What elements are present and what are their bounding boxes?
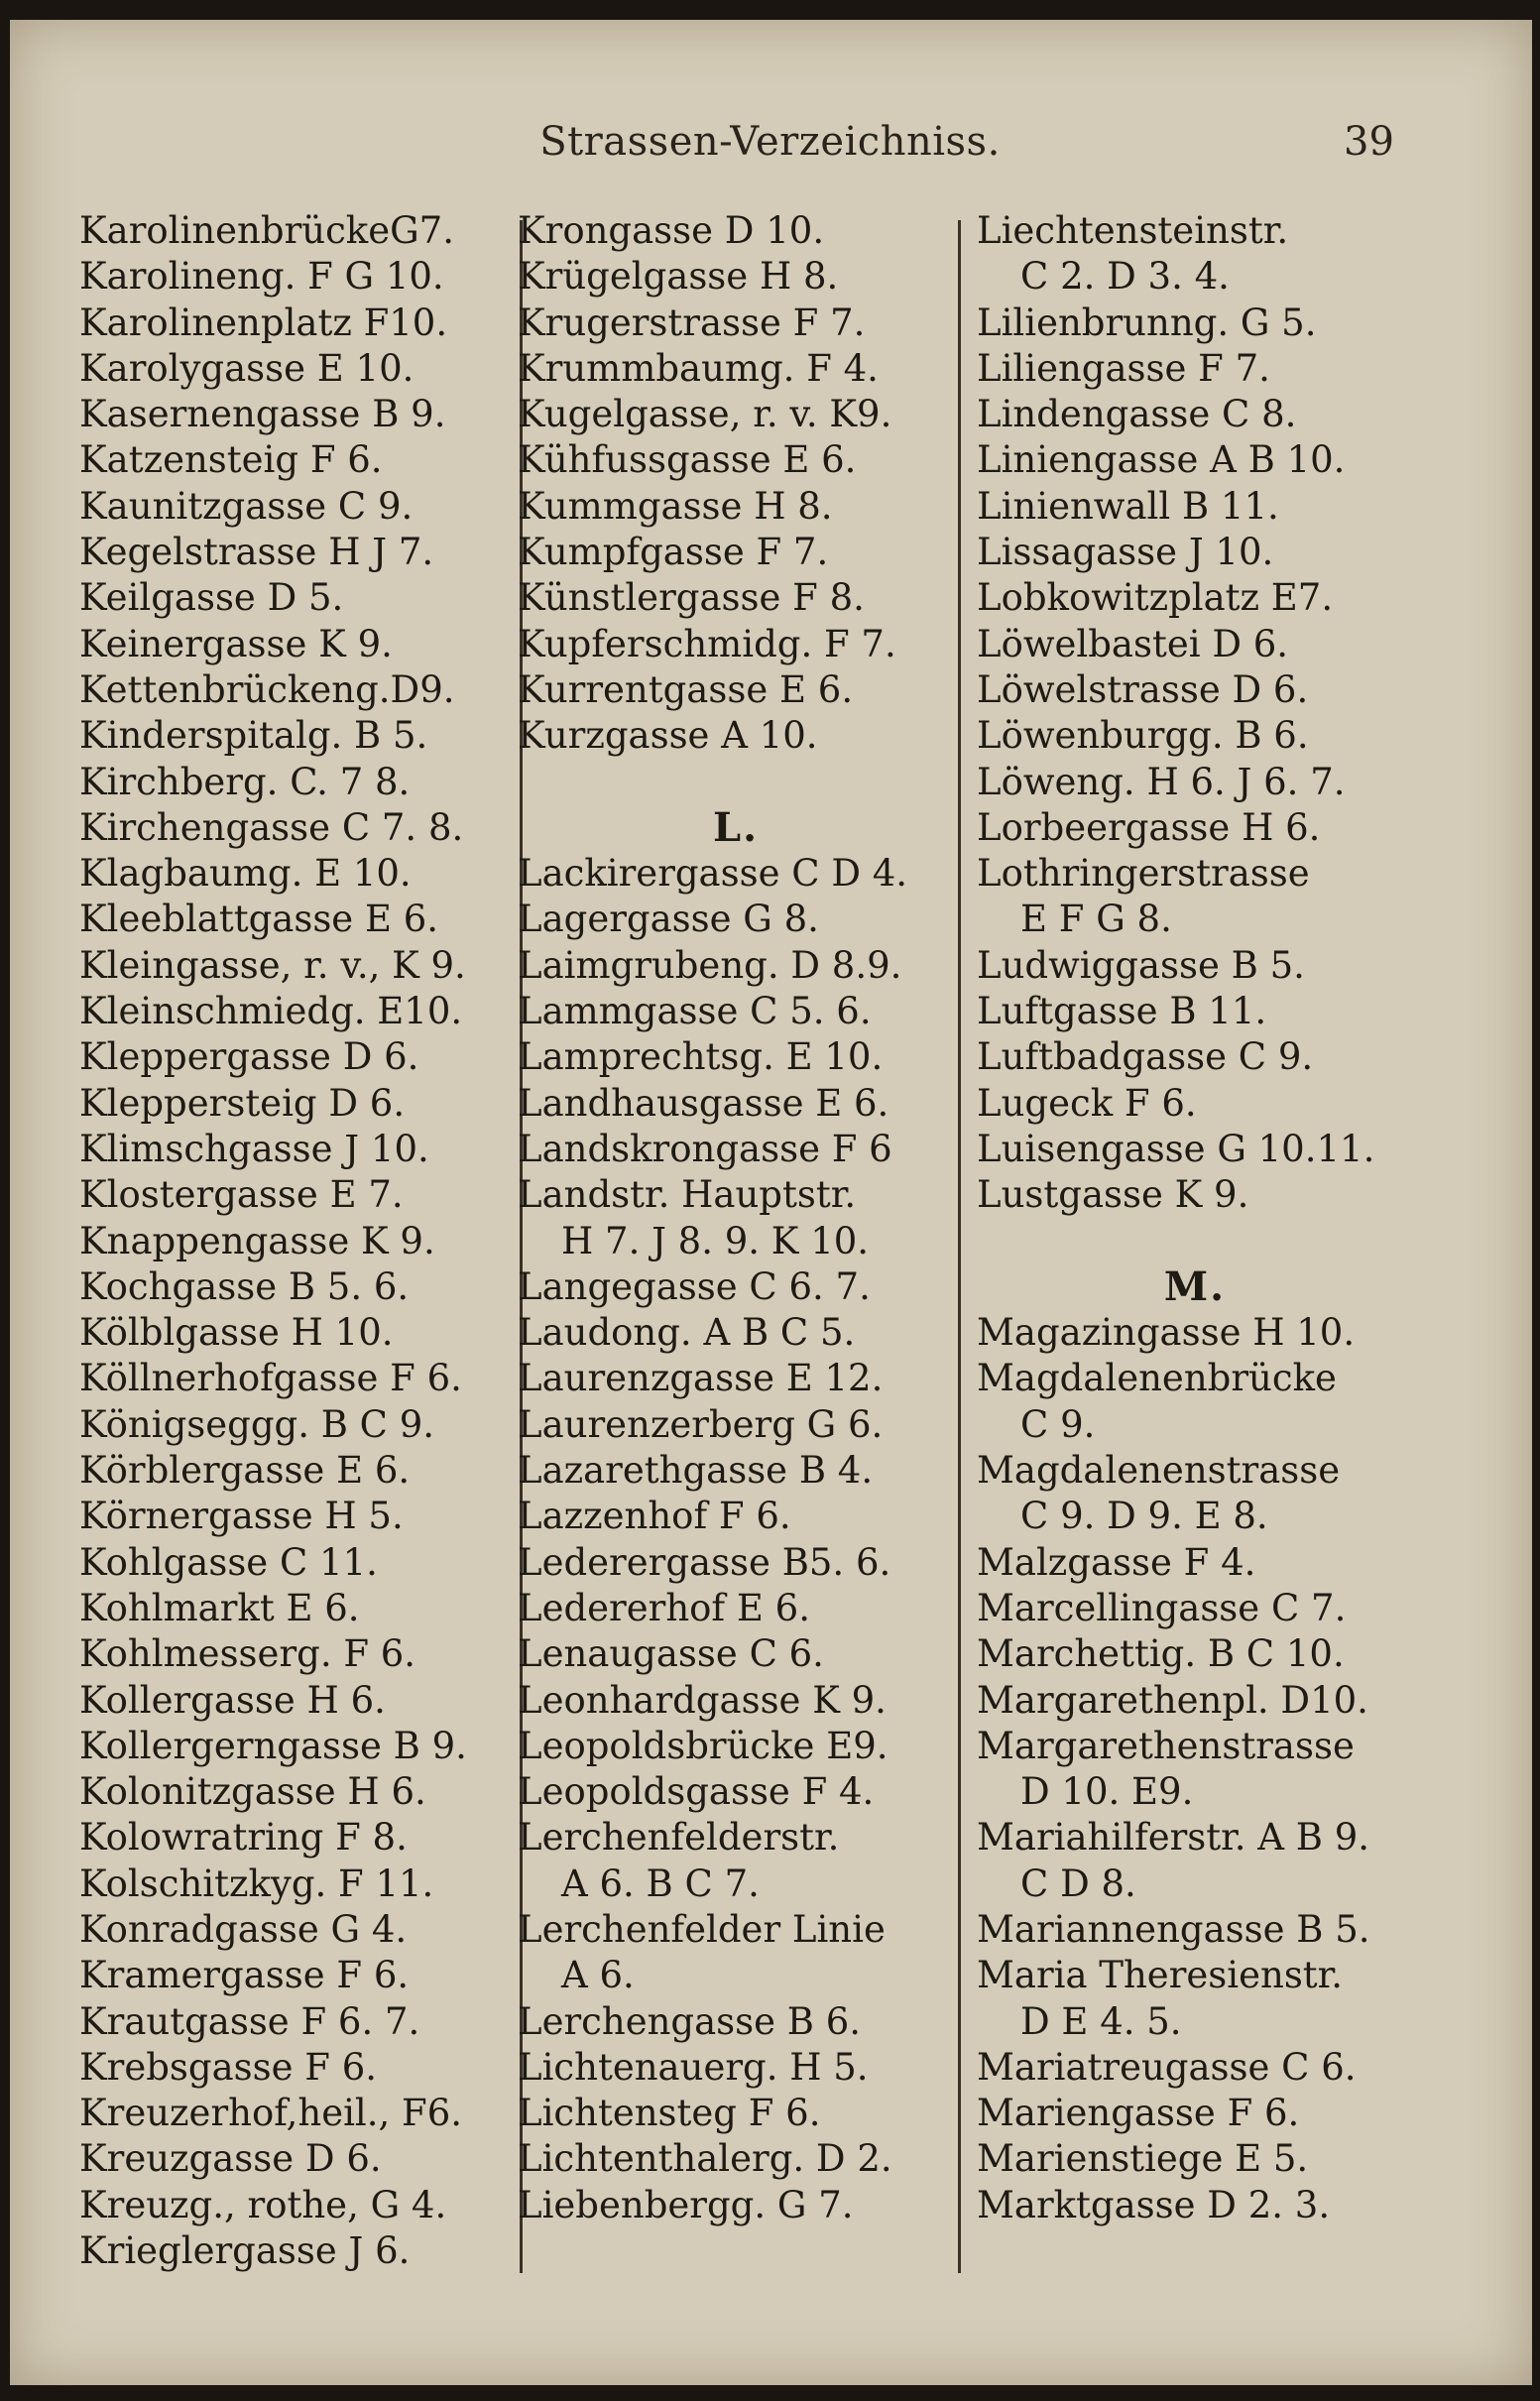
street-entry: Liebenbergg. G 7. <box>518 2183 854 2226</box>
street-entry: Kreuzerhof,heil., F6. <box>79 2092 463 2135</box>
street-column-3 <box>977 208 1413 2228</box>
street-entry: Lichtenauerg. H 5. <box>518 2045 869 2089</box>
street-entry: Keilgasse D 5. <box>79 576 344 620</box>
street-entry: Ledererhof E 6. <box>518 1586 810 1629</box>
street-entry: Leopoldsbrücke E9. <box>518 1724 888 1767</box>
street-entry: Landhausgasse E 6. <box>518 1081 889 1125</box>
street-entry-continuation: C 2. D 3. 4. <box>1020 255 1230 299</box>
street-entry: Kleeblattgasse E 6. <box>79 898 439 941</box>
street-entry: Mariengasse F 6. <box>977 2092 1300 2135</box>
street-entry: Löweng. H 6. J 6. 7. <box>977 760 1346 803</box>
street-entry: Lorbeergasse H 6. <box>977 805 1321 849</box>
section-letter: M. <box>1163 1262 1227 1310</box>
street-entry-continuation: H 7. J 8. 9. K 10. <box>561 1219 870 1262</box>
street-entry: Kleingasse, r. v., K 9. <box>79 943 466 987</box>
street-entry: Lichtenthalerg. D 2. <box>518 2137 892 2181</box>
column-divider <box>958 220 961 2273</box>
street-entry: Karolygasse E 10. <box>79 346 415 390</box>
street-entry: Kolonitzgasse H 6. <box>79 1770 426 1814</box>
street-entry: Marienstiege E 5. <box>977 2137 1309 2181</box>
street-entry: Krugerstrasse F 7. <box>518 300 866 344</box>
street-entry: Kaunitzgasse C 9. <box>79 484 414 528</box>
street-entry: Kleppergasse D 6. <box>79 1035 419 1079</box>
street-entry: Liniengasse A B 10. <box>977 438 1346 482</box>
street-entry: Lerchenfelder Linie <box>518 1907 886 1951</box>
street-entry: KarolinenbrückeG7. <box>79 209 454 252</box>
street-entry: Kettenbrückeng.D9. <box>79 667 455 711</box>
street-entry: Kühfussgasse E 6. <box>518 438 857 482</box>
street-entry: Mariannengasse B 5. <box>977 1907 1370 1951</box>
street-entry: Kollergerngasse B 9. <box>79 1724 467 1767</box>
street-entry: Maria Theresienstr. <box>977 1954 1344 1997</box>
street-entry: Kirchengasse C 7. 8. <box>79 805 464 849</box>
street-entry: Kinderspitalg. B 5. <box>79 714 428 758</box>
street-entry: Laurenzgasse E 12. <box>518 1357 884 1400</box>
street-entry: Königseggg. B C 9. <box>79 1402 435 1446</box>
spacer <box>977 1219 1413 1264</box>
street-entry: Margarethenpl. D10. <box>977 1678 1368 1722</box>
street-entry: Margarethenstrasse <box>977 1724 1355 1767</box>
street-entry-continuation: A 6. <box>561 1954 635 1997</box>
street-entry-continuation: C D 8. <box>1020 1861 1136 1905</box>
street-entry: Lissagasse J 10. <box>977 531 1274 574</box>
street-entry: Leopoldsgasse F 4. <box>518 1770 875 1814</box>
street-entry: Leonhardgasse K 9. <box>518 1678 887 1722</box>
street-entry: Karolinenplatz F10. <box>79 300 448 344</box>
street-entry: Klagbaumg. E 10. <box>79 852 412 896</box>
street-entry: Lederergasse B5. 6. <box>518 1540 891 1584</box>
street-column-2 <box>518 208 954 2228</box>
street-entry: Magdalenenstrasse <box>977 1449 1341 1493</box>
street-entry: Luftgasse B 11. <box>977 990 1267 1033</box>
street-entry: Kasernengasse B 9. <box>79 393 446 436</box>
street-entry: Krongasse D 10. <box>518 209 825 252</box>
street-entry: Lichtensteg F 6. <box>518 2092 821 2135</box>
page-header-title: Strassen-Verzeichniss. <box>539 119 1001 165</box>
street-entry: Kupferschmidg. F 7. <box>518 622 896 665</box>
street-entry: Mariatreugasse C 6. <box>977 2045 1357 2089</box>
street-entry: Luftbadgasse C 9. <box>977 1035 1314 1079</box>
street-entry: Kreuzgasse D 6. <box>79 2137 382 2181</box>
section-letter: L. <box>712 803 760 851</box>
street-entry: Krummbaumg. F 4. <box>518 346 879 390</box>
street-entry: Luisengasse G 10.11. <box>977 1127 1375 1170</box>
street-entry: Magazingasse H 10. <box>977 1311 1356 1355</box>
street-entry: Körnergasse H 5. <box>79 1495 404 1538</box>
street-entry: Lammgasse C 5. 6. <box>518 990 872 1033</box>
street-entry: Kirchberg. C. 7 8. <box>79 760 411 803</box>
street-entry: Laimgrubeng. D 8.9. <box>518 943 902 987</box>
page-number: 39 <box>1344 119 1394 165</box>
street-entry: Kleppersteig D 6. <box>79 1081 406 1125</box>
street-entry-continuation: D E 4. 5. <box>1020 1999 1182 2043</box>
street-entry: Kohlmarkt E 6. <box>79 1586 360 1629</box>
street-entry: Keinergasse K 9. <box>79 622 393 665</box>
street-entry: Lerchenfelderstr. <box>518 1816 840 1860</box>
street-entry: Kugelgasse, r. v. K9. <box>518 393 892 436</box>
street-entry: Löwenburgg. B 6. <box>977 714 1309 758</box>
street-entry: Marcellingasse C 7. <box>977 1586 1347 1629</box>
street-entry: Kurrentgasse E 6. <box>518 667 854 711</box>
street-entry: Kegelstrasse H J 7. <box>79 531 434 574</box>
street-entry: Karolineng. F G 10. <box>79 255 444 299</box>
street-entry: Löwelbastei D 6. <box>977 622 1289 665</box>
street-entry-continuation: C 9. D 9. E 8. <box>1020 1495 1268 1538</box>
street-entry: Krautgasse F 6. 7. <box>79 1999 420 2043</box>
street-entry: Liechtensteinstr. <box>977 209 1289 252</box>
street-entry: Köllnerhofgasse F 6. <box>79 1357 462 1400</box>
street-entry: Lamprechtsg. E 10. <box>518 1035 884 1079</box>
street-entry: Landskrongasse F 6 <box>518 1127 892 1170</box>
street-entry: Lustgasse K 9. <box>977 1173 1249 1217</box>
street-entry: Marchettig. B C 10. <box>977 1632 1345 1676</box>
street-entry: Lilienbrunng. G 5. <box>977 300 1317 344</box>
street-entry: Krügelgasse H 8. <box>518 255 839 299</box>
street-column-1 <box>79 208 516 2274</box>
street-entry: Kochgasse B 5. 6. <box>79 1264 410 1308</box>
street-entry: Lazarethgasse B 4. <box>518 1449 874 1493</box>
street-entry: Lerchengasse B 6. <box>518 1999 862 2043</box>
street-entry: Kreuzg., rothe, G 4. <box>79 2183 447 2226</box>
street-entry: Landstr. Hauptstr. <box>518 1173 857 1217</box>
street-entry: Lagergasse G 8. <box>518 898 819 941</box>
street-entry: Löwelstrasse D 6. <box>977 667 1309 711</box>
street-entry: Kohlmesserg. F 6. <box>79 1632 416 1676</box>
street-entry: Knappengasse K 9. <box>79 1219 435 1262</box>
street-entry: Marktgasse D 2. 3. <box>977 2183 1331 2226</box>
street-entry: Ludwiggasse B 5. <box>977 943 1305 987</box>
street-entry: Laudong. A B C 5. <box>518 1311 856 1355</box>
street-entry: Kleinschmiedg. E10. <box>79 990 463 1033</box>
street-entry-continuation: E F G 8. <box>1020 898 1172 941</box>
street-entry: Langegasse C 6. 7. <box>518 1264 871 1308</box>
street-entry: Kolschitzkyg. F 11. <box>79 1861 434 1905</box>
street-entry: Kohlgasse C 11. <box>79 1540 378 1584</box>
street-entry-continuation: A 6. B C 7. <box>561 1861 760 1905</box>
street-entry: Künstlergasse F 8. <box>518 576 865 620</box>
street-entry: Kollergasse H 6. <box>79 1678 386 1722</box>
street-entry: Lothringerstrasse <box>977 852 1310 896</box>
street-entry-continuation: C 9. <box>1020 1402 1096 1446</box>
street-entry: Kolowratring F 8. <box>79 1816 408 1860</box>
street-entry: Klimschgasse J 10. <box>79 1127 429 1170</box>
street-entry: Klostergasse E 7. <box>79 1173 404 1217</box>
street-entry: Liliengasse F 7. <box>977 346 1270 390</box>
street-entry: Kurzgasse A 10. <box>518 714 818 758</box>
street-entry: Katzensteig F 6. <box>79 438 383 482</box>
street-entry: Lackirergasse C D 4. <box>518 852 908 896</box>
street-entry: Magdalenenbrücke <box>977 1357 1337 1400</box>
street-entry: Körblergasse E 6. <box>79 1449 411 1493</box>
street-entry: Kumpfgasse F 7. <box>518 531 829 574</box>
street-entry: Krieglergasse J 6. <box>79 2229 411 2273</box>
street-entry: Lazzenhof F 6. <box>518 1495 791 1538</box>
street-entry: Konradgasse G 4. <box>79 1907 408 1951</box>
street-entry: Kramergasse F 6. <box>79 1954 410 1997</box>
street-entry: Lenaugasse C 6. <box>518 1632 824 1676</box>
street-entry-continuation: D 10. E9. <box>1020 1770 1194 1814</box>
street-entry: Kummgasse H 8. <box>518 484 833 528</box>
street-entry: Kölblgasse H 10. <box>79 1311 394 1355</box>
street-entry: Lobkowitzplatz E7. <box>977 576 1334 620</box>
street-entry: Krebsgasse F 6. <box>79 2045 378 2089</box>
street-entry: Malzgasse F 4. <box>977 1540 1256 1584</box>
street-entry: Lindengasse C 8. <box>977 393 1297 436</box>
street-entry: Mariahilferstr. A B 9. <box>977 1816 1370 1860</box>
street-entry: Lugeck F 6. <box>977 1081 1197 1125</box>
spacer <box>518 760 954 805</box>
street-entry: Laurenzerberg G 6. <box>518 1402 884 1446</box>
street-entry: Linienwall B 11. <box>977 484 1279 528</box>
